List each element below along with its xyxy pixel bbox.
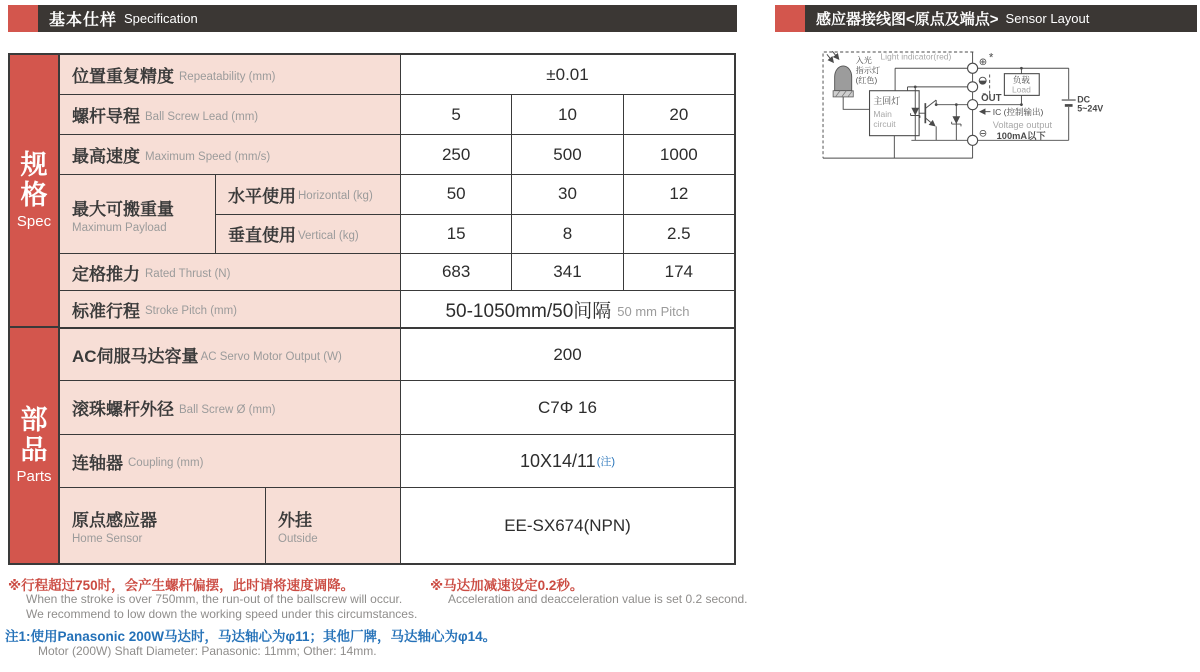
row-label-zh: 螺杆导程 — [72, 107, 140, 126]
table-side-column — [10, 55, 60, 563]
sensor-header-bar — [805, 5, 1197, 32]
out-label: OUT — [981, 92, 1002, 104]
table-row-repeatability — [60, 55, 734, 95]
subrow-label-zh: 水平使用 — [228, 186, 296, 206]
cell-value: 2.5 — [623, 215, 734, 254]
subrow-label-en: Vertical (kg) — [298, 229, 359, 242]
row-label-zh: 标准行程 — [72, 301, 140, 321]
main-circuit-label-en1: Main — [873, 109, 892, 120]
spec-header-bar — [38, 5, 737, 32]
led-label-line3: (红色) — [855, 75, 878, 85]
cell-value: 174 — [623, 254, 734, 290]
cell-value: 341 — [511, 254, 622, 290]
table-row-max-payload — [60, 175, 734, 254]
coupling-value: 10X14/11 — [519, 450, 596, 471]
row-label-zh: 定格推力 — [72, 264, 140, 284]
subrow-label — [215, 175, 400, 214]
cell-value: 12 — [623, 175, 734, 214]
cell-value: 50 — [446, 184, 466, 204]
cell-value: 8 — [511, 215, 622, 254]
table-row-ball-screw-diameter — [60, 381, 734, 435]
voltage-output-label: Voltage output — [992, 119, 1053, 130]
main-circuit-label-zh: 主回灯 — [873, 95, 901, 106]
footnote-stroke-warning-zh: ※行程超过750时，会产生螺杆偏摆，此时请将速度调降。 — [8, 578, 355, 593]
cell-value — [401, 291, 734, 327]
main-circuit-label-en2: circuit — [873, 119, 896, 130]
cell-value: 5 — [451, 104, 461, 124]
stroke-value-sub: 50 mm Pitch — [617, 304, 690, 319]
cell-value: ±0.01 — [546, 64, 589, 84]
cell-value: 200 — [553, 344, 582, 364]
footnote-stroke-warning-en1: When the stroke is over 750mm, the run-out of the ballscrew will occur. — [26, 592, 403, 606]
led-lead-wire — [843, 97, 869, 109]
incoming-light-arrow — [827, 54, 833, 62]
row-label-zh: 原点感应器 — [72, 511, 157, 530]
row-label-en: AC Servo Motor Output (W) — [200, 350, 342, 363]
row-label-zh: 最大可搬重量 — [72, 199, 174, 219]
junction-dot — [914, 85, 917, 88]
section-label-spec-en: Spec — [16, 213, 52, 231]
transistor-collector — [925, 100, 936, 109]
spec-section-header — [8, 5, 737, 32]
stroke-value-main: 50-1050mm/50间隔 — [445, 300, 612, 322]
table-row-coupling — [60, 435, 734, 488]
sensor-section-header — [775, 5, 1197, 32]
dc-label: DC — [1077, 94, 1091, 105]
cell-value: 15 — [446, 223, 466, 243]
subrow-vertical — [215, 215, 734, 254]
row-label — [60, 254, 400, 290]
row-label-en: Maximum Speed (mm/s) — [145, 150, 271, 163]
row-label — [60, 175, 215, 253]
footnote-motor-shaft-en: Motor (200W) Shaft Diameter: Panasonic: 11mm; Other: 14mm. — [38, 644, 377, 658]
row-label-en: Rated Thrust (N) — [145, 268, 231, 280]
led-indicator-icon — [835, 66, 852, 91]
dc-voltage-label: 5~24V — [1077, 103, 1104, 114]
spec-header-title-en: Specification — [124, 11, 198, 26]
junction-dot — [955, 103, 958, 106]
section-label-parts-en: Parts — [16, 468, 52, 486]
row-label-en: Ball Screw Ø (mm) — [179, 403, 276, 416]
subrow-label-en: Outside — [278, 533, 318, 545]
table-row-max-speed — [60, 135, 734, 175]
cell-value: 20 — [623, 95, 734, 134]
row-label — [60, 291, 400, 327]
row-label-zh: 最高速度 — [72, 147, 140, 166]
ic-label: IC (控制输出) — [992, 106, 1044, 117]
minus-symbol-icon: ⊖ — [978, 128, 988, 140]
footnote-motor-shaft-zh: 注1:使用Panasonic 200W马达时，马达轴心为φ11；其他厂牌，马达轴心为φ14。 — [5, 629, 497, 644]
row-label-en: Stroke Pitch (mm) — [145, 305, 238, 317]
table-row-ball-screw-lead — [60, 95, 734, 135]
row-label-en: Repeatability (mm) — [179, 70, 276, 83]
junction-dot — [1020, 67, 1023, 70]
load-label-zh: 负载 — [1012, 74, 1030, 85]
subrow-label — [215, 215, 400, 254]
cell-value: 250 — [441, 144, 471, 164]
row-label-en: Coupling (mm) — [128, 457, 204, 469]
light-output-terminal — [968, 82, 978, 92]
row-label-zh: AC伺服马达容量 — [72, 347, 199, 366]
row-label-zh: 位置重复精度 — [72, 67, 174, 86]
row-label-zh: 连轴器 — [72, 453, 123, 473]
zener-diode — [952, 116, 960, 124]
led-label-line2: 指示灯 — [855, 65, 880, 75]
row-label-en: Home Sensor — [72, 533, 143, 545]
cell-value: C7Φ 16 — [538, 397, 597, 417]
coupling-note-superscript: (注) — [596, 456, 616, 468]
out-terminal — [968, 100, 978, 110]
sensor-header-title-en: Sensor Layout — [1005, 11, 1090, 26]
row-label-en: Maximum Payload — [72, 221, 167, 234]
plus-terminal — [968, 63, 978, 73]
table-row-home-sensor — [60, 488, 734, 563]
current-limit-label: 100mA以下 — [996, 130, 1046, 141]
cell-value: 683 — [441, 262, 471, 281]
row-label — [60, 381, 400, 434]
row-label — [60, 95, 400, 134]
row-label — [60, 435, 400, 487]
subrow-horizontal — [215, 175, 734, 215]
section-label-parts — [10, 328, 58, 563]
subrow-label-zh: 外挂 — [278, 511, 312, 530]
led-label-line1: 入光 — [855, 55, 872, 65]
footnote-stroke-warning-en2: We recommend to low down the working speed under this circumstances. — [26, 607, 418, 621]
row-label-zh: 滚珠螺杆外径 — [72, 400, 174, 419]
cell-value: EE-SX674(NPN) — [504, 515, 631, 535]
sensor-header-title-zh: 感应器接线图<原点及端点> — [816, 11, 999, 28]
specification-table — [8, 53, 736, 565]
accent-square — [8, 5, 38, 32]
subrow-label-zh: 垂直使用 — [228, 226, 296, 246]
spec-header-title-zh: 基本仕样 — [49, 12, 118, 29]
subrow-label — [265, 488, 400, 563]
table-row-stroke-pitch — [60, 291, 734, 329]
subrow-label-en: Horizontal (kg) — [298, 190, 373, 203]
row-label — [60, 135, 400, 174]
junction-dot — [1020, 103, 1023, 106]
footnote-acceleration-en: Acceleration and deacceleration value is set 0.2 second. — [448, 592, 748, 606]
cell-value: 30 — [511, 175, 622, 214]
star-marker: * — [988, 51, 994, 65]
footnote-acceleration-zh: ※马达加减速设定0.2秒。 — [430, 578, 584, 593]
row-label-en: Ball Screw Lead (mm) — [145, 110, 259, 123]
cell-value: 500 — [511, 135, 622, 174]
table-row-rated-thrust — [60, 254, 734, 291]
minus-terminal — [968, 135, 978, 145]
section-label-spec-zh: 规格 — [20, 149, 48, 210]
table-row-motor-output — [60, 329, 734, 381]
section-label-spec — [10, 55, 58, 328]
row-label — [60, 55, 400, 94]
cell-value: 10 — [511, 95, 622, 134]
junction-dot — [935, 103, 938, 106]
light-indicator-label: Light indicator(red) — [880, 51, 952, 62]
sensor-wiring-diagram — [770, 45, 1200, 200]
plus-symbol-icon: ⊕ — [978, 57, 988, 69]
row-label — [60, 329, 400, 380]
cell-value: 1000 — [623, 135, 734, 174]
section-label-parts-zh: 部品 — [20, 404, 48, 465]
cell-value — [401, 435, 734, 487]
transistor-emitter — [925, 118, 934, 126]
load-label-en: Load — [1011, 84, 1031, 95]
accent-square — [775, 5, 805, 32]
row-label — [60, 488, 265, 563]
